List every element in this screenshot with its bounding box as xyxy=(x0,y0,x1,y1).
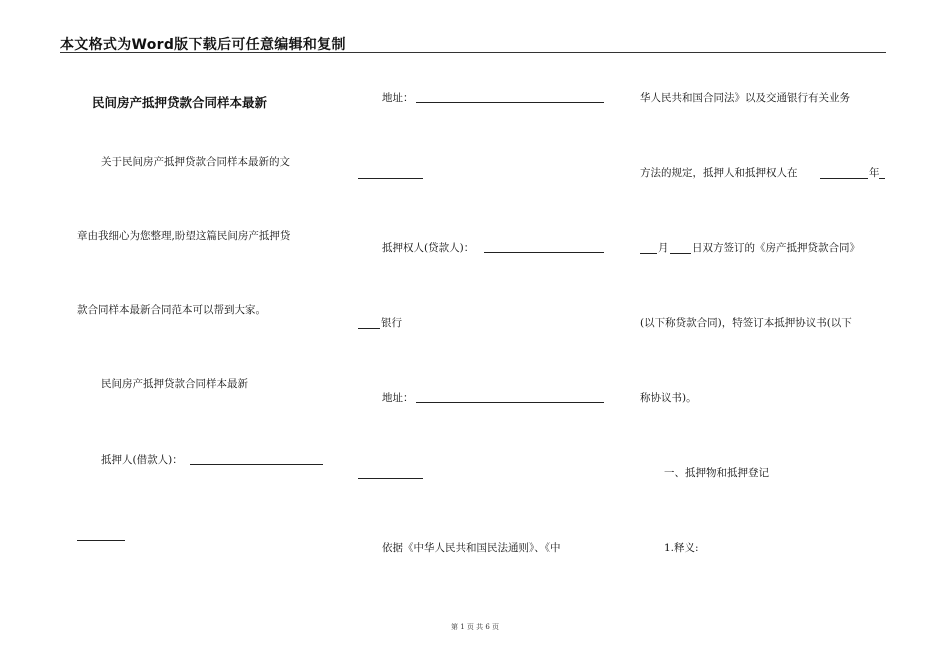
page-number-footer: 第 1 页 共 6 页 xyxy=(450,623,500,631)
month-blank xyxy=(640,253,657,254)
month-blank-start xyxy=(879,178,885,179)
header-divider xyxy=(60,52,886,53)
day-suffix-and-contract: 日双方签订的《房产抵押贷款合同》 xyxy=(692,242,860,254)
section-1-heading: 一、抵押物和抵押登记 xyxy=(664,467,769,479)
address-blank-1-continued xyxy=(358,178,423,179)
address-label-1: 地址： xyxy=(382,92,414,104)
contract-subtitle: 民间房产抵押贷款合同样本最新 xyxy=(101,378,248,390)
intro-line-2: 章由我细心为您整理,盼望这篇民间房产抵押贷 xyxy=(77,230,291,242)
legal-basis-line: 依据《中华人民共和国民法通则》、《中 xyxy=(382,542,561,554)
bank-suffix: 银行 xyxy=(381,317,402,329)
address-blank-1 xyxy=(416,102,604,103)
mortgagor-label: 抵押人(借款人)： xyxy=(101,454,183,466)
year-suffix: 年 xyxy=(869,167,880,179)
mortgagor-name-blank xyxy=(190,464,323,465)
agreement-line-4: (以下称贷款合同)，特签订本抵押协议书(以下 xyxy=(640,317,852,329)
mortgagee-name-blank xyxy=(484,252,604,253)
definition-item-1: 1.释义: xyxy=(664,542,699,554)
legal-basis-line-3: 方法的规定，抵押人和抵押权人在 xyxy=(640,167,798,179)
day-blank xyxy=(670,253,691,254)
mortgagor-name-blank-continued xyxy=(77,540,125,541)
bank-name-blank xyxy=(358,328,380,329)
year-blank xyxy=(820,178,868,179)
agreement-line-5: 称协议书)。 xyxy=(640,392,697,404)
address-blank-2 xyxy=(416,402,604,403)
intro-line-3: 款合同样本最新合同范本可以帮到大家。 xyxy=(77,304,266,316)
mortgagee-label: 抵押权人(贷款人)： xyxy=(382,242,475,254)
intro-line-1: 关于民间房产抵押贷款合同样本最新的文 xyxy=(101,156,290,168)
address-blank-2-continued xyxy=(358,478,423,479)
legal-basis-line-2: 华人民共和国合同法》以及交通银行有关业务 xyxy=(640,92,850,104)
address-label-2: 地址： xyxy=(382,392,414,404)
month-suffix: 月 xyxy=(658,242,669,254)
document-header-title: 本文格式为Word版下载后可任意编辑和复制 xyxy=(60,37,346,53)
document-title: 民间房产抵押贷款合同样本最新 xyxy=(92,95,268,110)
